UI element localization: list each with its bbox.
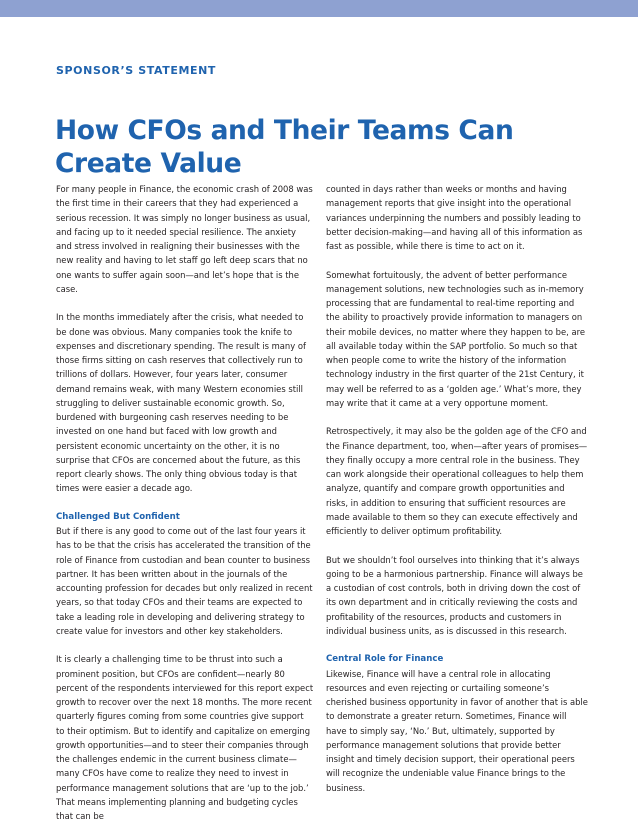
article-right-column bbox=[326, 182, 588, 809]
section-heading: Central Role for Finance bbox=[326, 654, 444, 665]
section-heading: Challenged But Confident bbox=[56, 511, 180, 522]
paragraph: Somewhat fortuitously, the advent of better performance management solutions, new technologies such as in-memory processing that are fundamental to real-time reporting and the ability to proactively provide information to managers on their mobile devices, no matter where they happen to be, are all available today within the SAP portfolio. So much so that when people come to write the history of the information technology industry in the first quarter of the 21st Century, it may well be referred to as a ‘golden age.’ What’s more, they may write that it came at a very opportune moment. bbox=[326, 269, 585, 408]
paragraph: In the months immediately after the crisis, what needed to be done was obvious. Many companies took the knife to expenses and discretionary spending. The result is many of those firms sitting on cash reserves that collectively run to trillions of dollars. However, four years later, consumer demand remains weak, with many Western economies still struggling to deliver sustainable economic growth. So, burdened with burgeoning cash reserves needing to be invested on one hand but faced with low growth and persistent economic uncertainty on the other, it is no surprise that CFOs are concerned about the future, as this report clearly shows. The only thing obvious today is that times were easier a decade ago. bbox=[56, 312, 306, 494]
paragraph: Retrospectively, it may also be the golden age of the CFO and the Finance department, too, when—after years of promises—they finally occupy a more central role in the business. They can work alongside their operational colleagues to help them analyze, quantify and compare growth opportunities and risks, in addition to ensuring that sufficient resources are made available to them so they can execute effectively and efficiently to deliver optimum profitability. bbox=[326, 426, 588, 536]
paragraph: counted in days rather than weeks or months and having management reports that give insight into the operational variances underpinning the numbers and possibly leading to better decision-making—and having all of this information as fast as possible, while there is time to act on it. bbox=[326, 184, 583, 251]
section-kicker: SPONSOR’S STATEMENT bbox=[56, 64, 217, 77]
page-title: How CFOs and Their Teams Can Create Value bbox=[55, 115, 514, 179]
paragraph: But if there is any good to come out of the last four years it has to be that the crisis has accelerated the transition of the role of Finance from custodian and bean counter to business partner. It has been written about in the journals of the accounting profession for decades but only realized in recent years, so that today CFOs and their teams are expected to take a leading role in developing and delivering strategy to create value for investors and other key stakeholders. bbox=[56, 526, 313, 636]
paragraph: Likewise, Finance will have a central role in allocating resources and even rejecting or curtailing someone’s cherished business opportunity in favor of another that is able to demonstrate a greater return. Sometimes, Finance will have to simply say, ‘No.’ But, ultimately, supported by performance management solutions that provide better insight and timely decision support, their operational peers will recognize the undeniable value Finance brings to the business. bbox=[326, 668, 588, 793]
header-band bbox=[0, 0, 638, 17]
article-left-column bbox=[56, 182, 314, 838]
paragraph: But we shouldn’t fool ourselves into thinking that it’s always going to be a harmonious partnership. Finance will always be a custodian of cost controls, both in driving down the cost of its own department and in critically reviewing the costs and profitability of the resources, products and customers in individual business units, as is discussed in this research. bbox=[326, 554, 583, 636]
paragraph: It is clearly a challenging time to be thrust into such a prominent position, but CFOs are confident—nearly 80 percent of the respondents interviewed for this report expect growth to recover over the next 18 months. The more recent quarterly figures coming from some countries give support to their optimism. But to identify and capitalize on emerging growth opportunities—and to steer their companies through the challenges endemic in the current business climate—many CFOs have come to realize they need to invest in performance management solutions that are ‘up to the job.’ That means implementing planning and budgeting cycles that can be bbox=[56, 654, 314, 821]
paragraph: For many people in Finance, the economic crash of 2008 was the first time in their careers that they had experienced a serious recession. It was simply no longer business as usual, and facing up to it needed special resilience. The anxiety and stress involved in realigning their businesses with the new reality and having to let staff go left deep scars that no one wants to suffer again soon—and let’s hope that is the case. bbox=[56, 184, 313, 294]
